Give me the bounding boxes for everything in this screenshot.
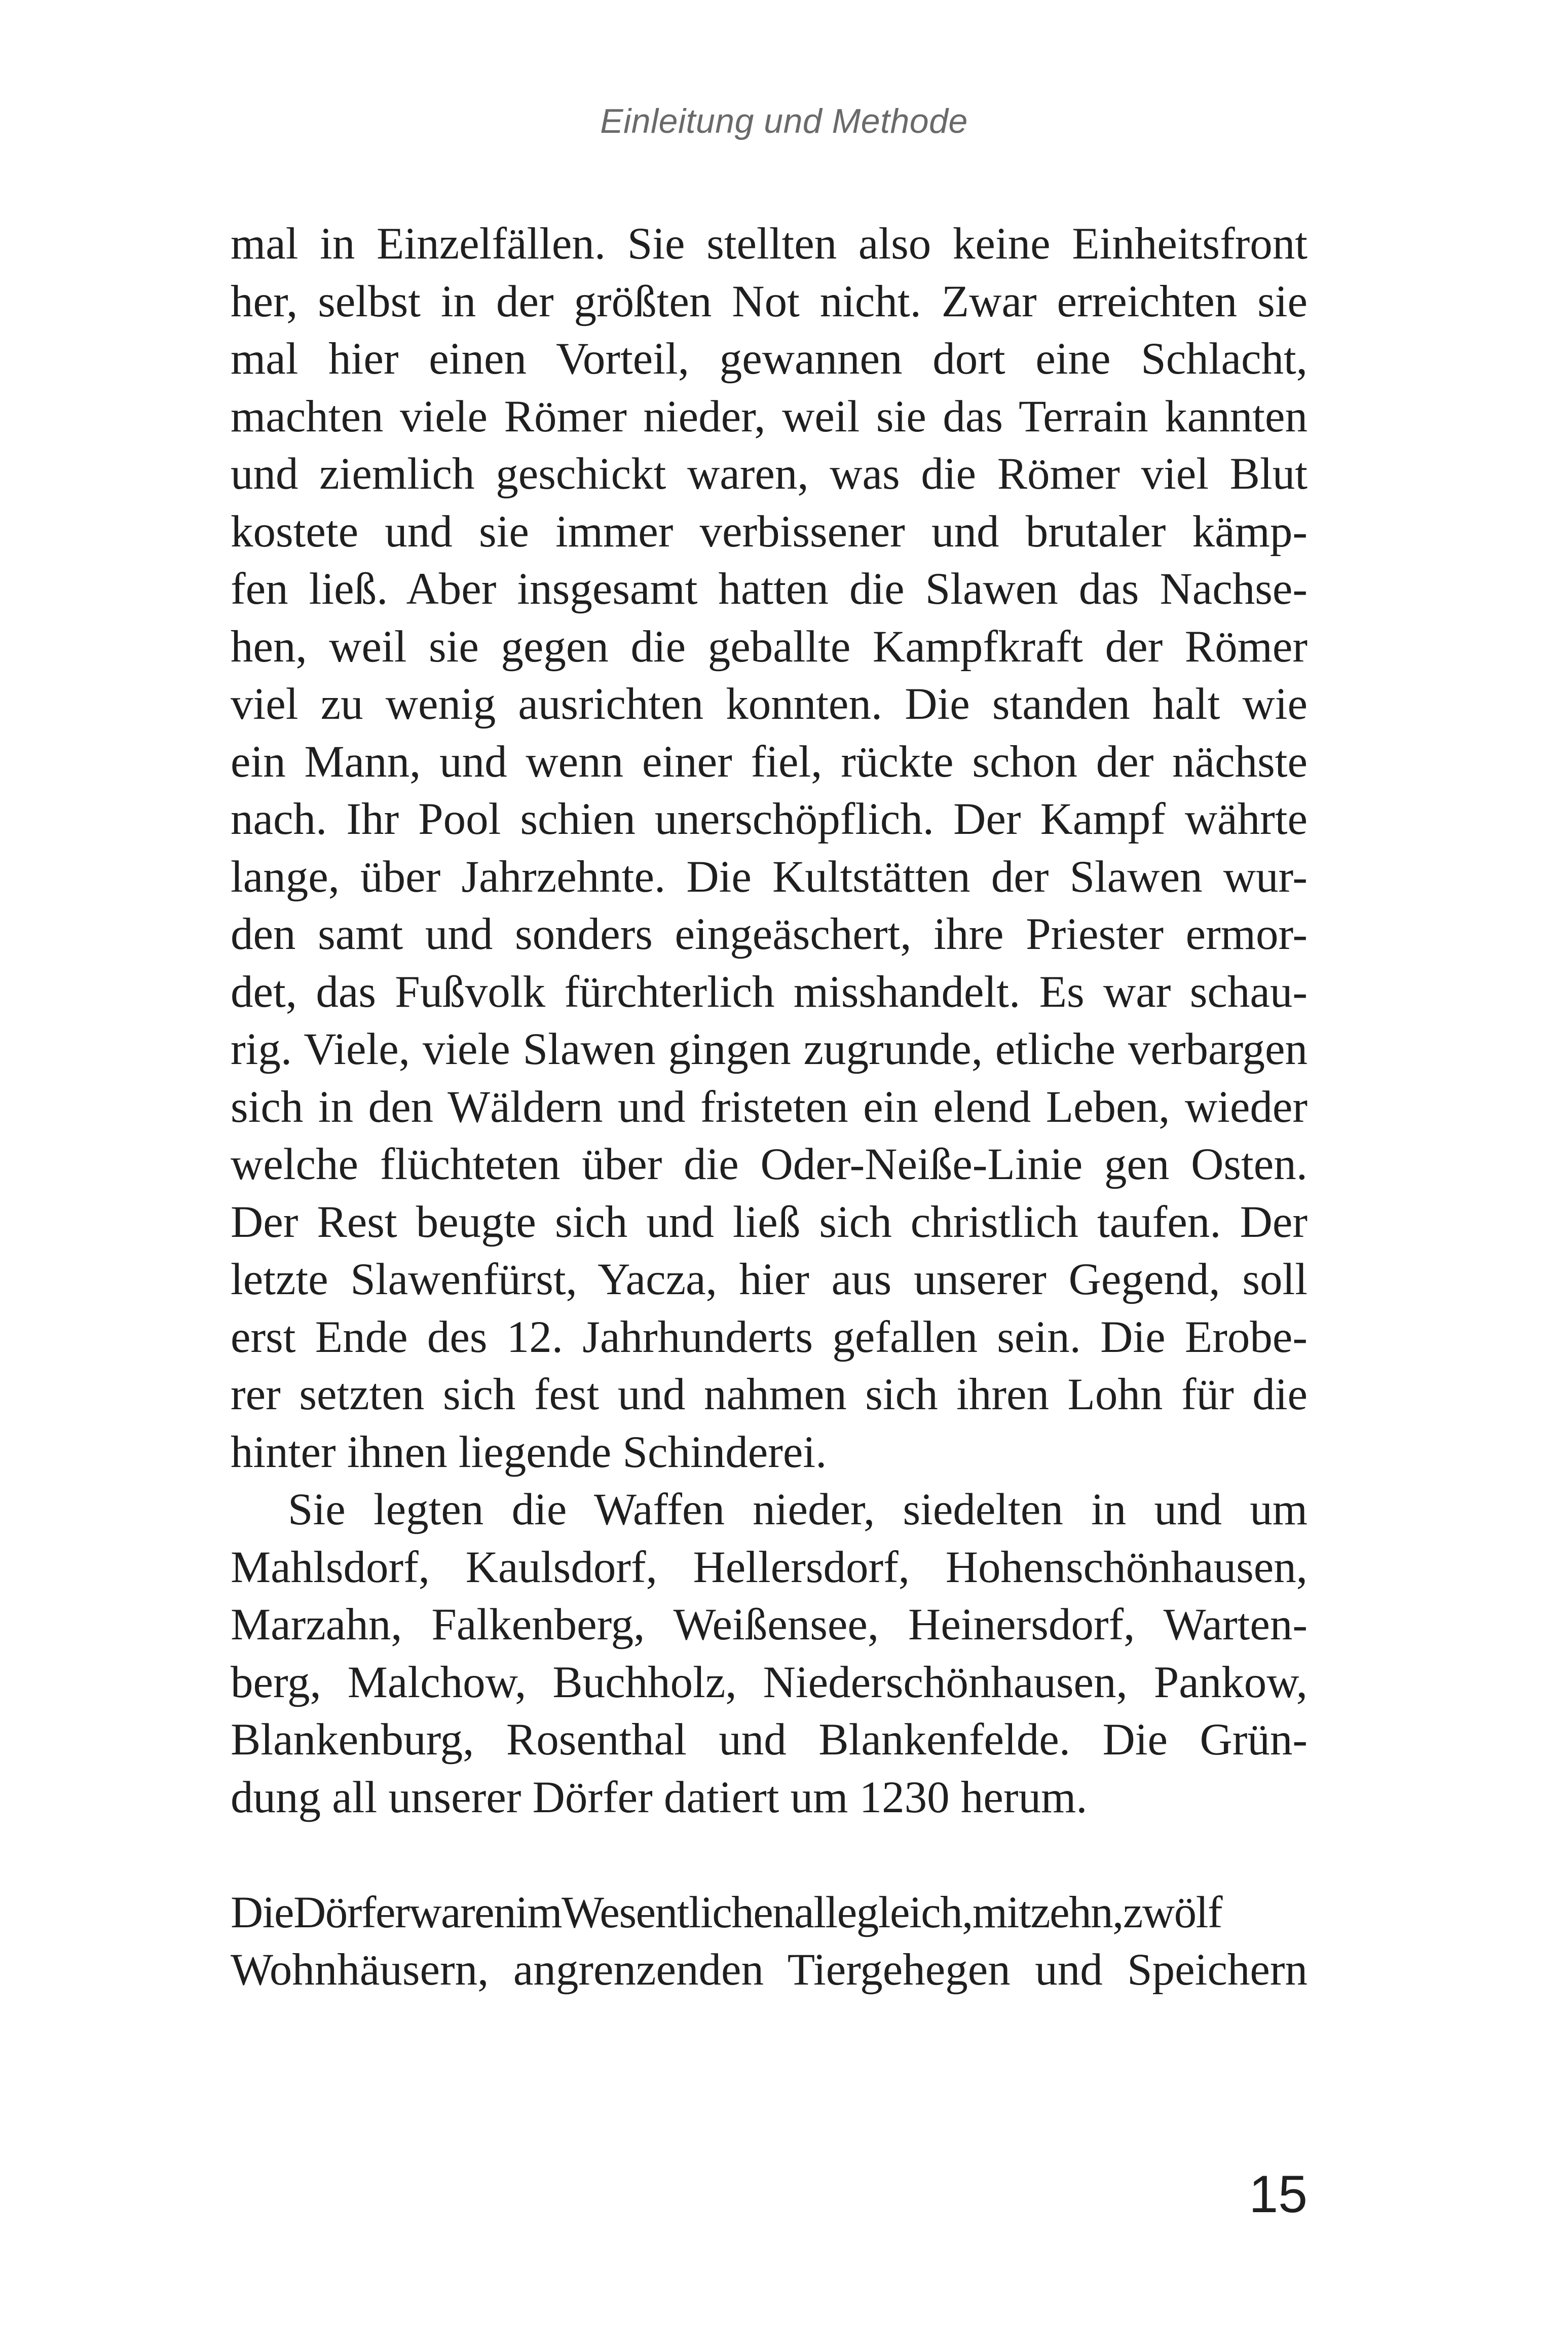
- running-head: Einleitung und Methode: [600, 102, 968, 140]
- text-line: DieDörferwarenimWesentlichenallegleich,mitzehn,zwölf: [231, 1887, 1222, 1937]
- body-text: [231, 215, 1308, 1999]
- text-line: mal in Einzelfällen. Sie stellten also keine Einheitsfront: [231, 219, 1308, 269]
- text-line: sich in den Wäldern und fristeten ein elend Leben, wieder: [231, 1082, 1308, 1132]
- text-line: und ziemlich geschickt waren, was die Römer viel Blut: [231, 449, 1308, 499]
- text-line: viel zu wenig ausrichten konnten. Die standen halt wie: [231, 679, 1308, 729]
- text-line: Marzahn, Falkenberg, Weißensee, Heinersdorf, Warten-: [231, 1600, 1308, 1649]
- text-line: den samt und sonders eingeäschert, ihre Priester ermor-: [231, 909, 1308, 959]
- text-line: rig. Viele, viele Slawen gingen zugrunde, etliche verbargen: [231, 1024, 1308, 1074]
- text-line: Blankenburg, Rosenthal und Blankenfelde. Die Grün-: [231, 1715, 1308, 1765]
- text-line: hinter ihnen liegende Schinderei.: [231, 1427, 827, 1477]
- text-line: mal hier einen Vorteil, gewannen dort eine Schlacht,: [231, 334, 1308, 384]
- text-line: welche flüchteten über die Oder-Neiße-Linie gen Osten.: [231, 1140, 1308, 1189]
- text-line: Der Rest beugte sich und ließ sich christlich taufen. Der: [231, 1197, 1308, 1247]
- text-line: det, das Fußvolk fürchterlich misshandelt. Es war schau-: [231, 967, 1308, 1017]
- section-break: [231, 1826, 1308, 1884]
- text-line: dung all unserer Dörfer datiert um 1230 herum.: [231, 1772, 1088, 1822]
- text-line: her, selbst in der größten Not nicht. Zwar erreichten sie: [231, 276, 1308, 326]
- text-line: nach. Ihr Pool schien unerschöpflich. Der Kampf währte: [231, 794, 1308, 844]
- text-line: hen, weil sie gegen die geballte Kampfkraft der Römer: [231, 621, 1308, 672]
- text-line: erst Ende des 12. Jahrhunderts gefallen sein. Die Erobe-: [231, 1312, 1308, 1362]
- text-line: kostete und sie immer verbissener und brutaler kämp-: [231, 506, 1308, 557]
- text-line: machten viele Römer nieder, weil sie das Terrain kannten: [231, 391, 1308, 442]
- page-number: 15: [1249, 2165, 1308, 2224]
- text-line: berg, Malchow, Buchholz, Niederschönhausen, Pankow,: [231, 1657, 1308, 1707]
- text-line: Wohnhäusern, angrenzenden Tiergehegen und Speichern: [231, 1945, 1308, 1995]
- text-line: fen ließ. Aber insgesamt hatten die Slawen das Nachse-: [231, 564, 1308, 614]
- text-line: ein Mann, und wenn einer fiel, rückte schon der nächste: [231, 737, 1308, 787]
- text-line: rer setzten sich fest und nahmen sich ihren Lohn für die: [231, 1370, 1308, 1419]
- text-line: lange, über Jahrzehnte. Die Kultstätten der Slawen wur-: [231, 852, 1308, 902]
- text-line: Sie legten die Waffen nieder, siedelten in und um: [288, 1485, 1308, 1534]
- text-line: letzte Slawenfürst, Yacza, hier aus unserer Gegend, soll: [231, 1255, 1308, 1304]
- text-line: Mahlsdorf, Kaulsdorf, Hellersdorf, Hohenschönhausen,: [231, 1542, 1308, 1592]
